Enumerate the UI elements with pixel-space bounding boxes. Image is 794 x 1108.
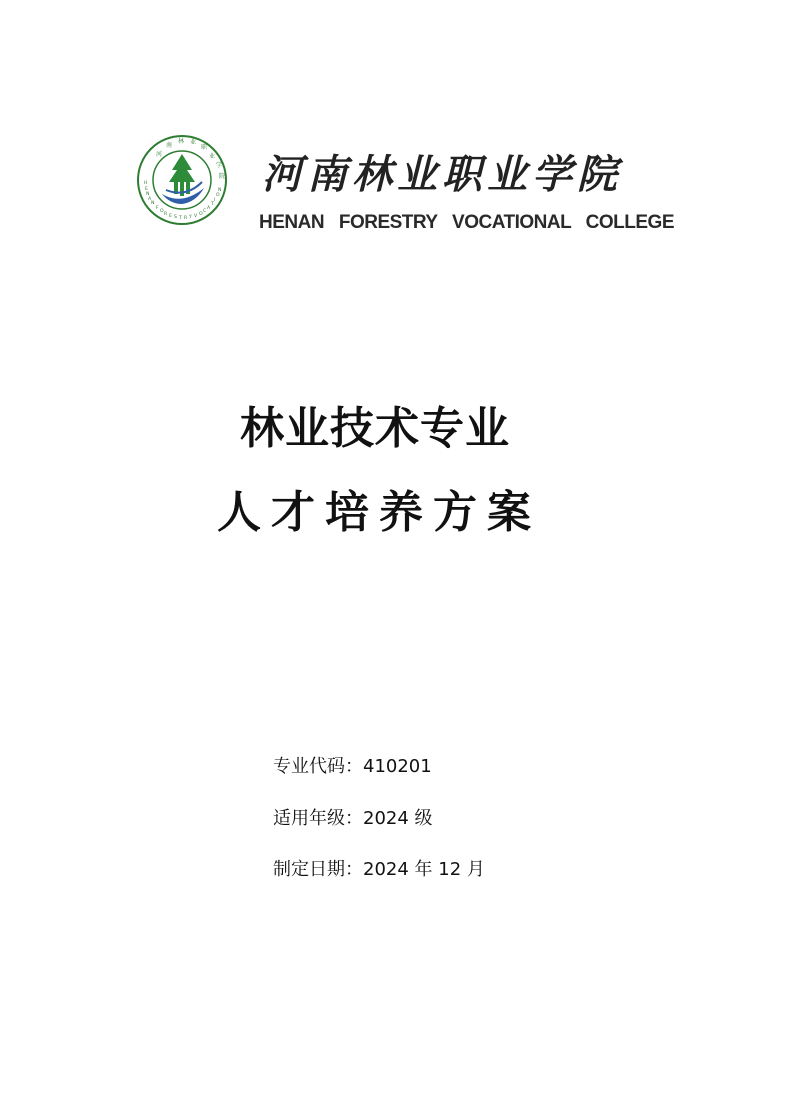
info-value: 2024 年 12 月 <box>363 859 485 880</box>
svg-text:O: O <box>199 212 203 217</box>
info-label: 适用年级： <box>273 808 363 829</box>
college-name-en: HENAN FORESTRY VOCATIONAL COLLEGE <box>259 212 674 233</box>
svg-text:Y: Y <box>189 215 192 220</box>
svg-text:E: E <box>169 214 172 219</box>
college-seal-icon <box>136 134 228 226</box>
svg-text:F: F <box>156 206 159 211</box>
info-label: 制定日期： <box>273 859 363 880</box>
svg-text:林: 林 <box>178 138 185 145</box>
svg-text:C: C <box>203 209 207 214</box>
svg-text:I: I <box>214 198 216 203</box>
svg-text:R: R <box>164 212 168 217</box>
svg-text:E: E <box>145 187 148 192</box>
svg-text:T: T <box>179 216 182 221</box>
document-title-line2: 人才培养方案 <box>217 487 541 538</box>
svg-text:O: O <box>216 193 220 198</box>
svg-text:S: S <box>174 215 177 220</box>
info-value: 410201 <box>363 756 432 777</box>
info-value: 2024 级 <box>363 808 433 829</box>
svg-text:南: 南 <box>166 142 173 149</box>
svg-text:H: H <box>144 181 148 186</box>
info-applicable-grade <box>273 804 433 830</box>
svg-text:职: 职 <box>201 144 208 151</box>
svg-text:业: 业 <box>190 139 197 146</box>
college-logo <box>136 134 228 226</box>
info-formulation-date <box>273 855 485 881</box>
svg-text:学: 学 <box>216 162 223 169</box>
svg-text:N: N <box>146 192 150 197</box>
svg-text:A: A <box>207 206 211 211</box>
document-title-line1: 林业技术专业 <box>240 403 510 454</box>
svg-text:N: N <box>218 188 222 193</box>
svg-text:A: A <box>148 197 152 202</box>
info-label: 专业代码： <box>273 756 363 777</box>
svg-text:业: 业 <box>209 153 216 160</box>
svg-text:T: T <box>211 202 214 207</box>
svg-text:N: N <box>151 201 155 206</box>
svg-text:O: O <box>160 209 164 214</box>
svg-text:河: 河 <box>156 151 163 158</box>
svg-text:R: R <box>184 216 188 221</box>
info-major-code <box>273 752 432 778</box>
svg-text:V: V <box>194 214 198 219</box>
svg-text:院: 院 <box>219 173 226 180</box>
college-name-cn: 河南林业职业学院 <box>262 151 622 198</box>
